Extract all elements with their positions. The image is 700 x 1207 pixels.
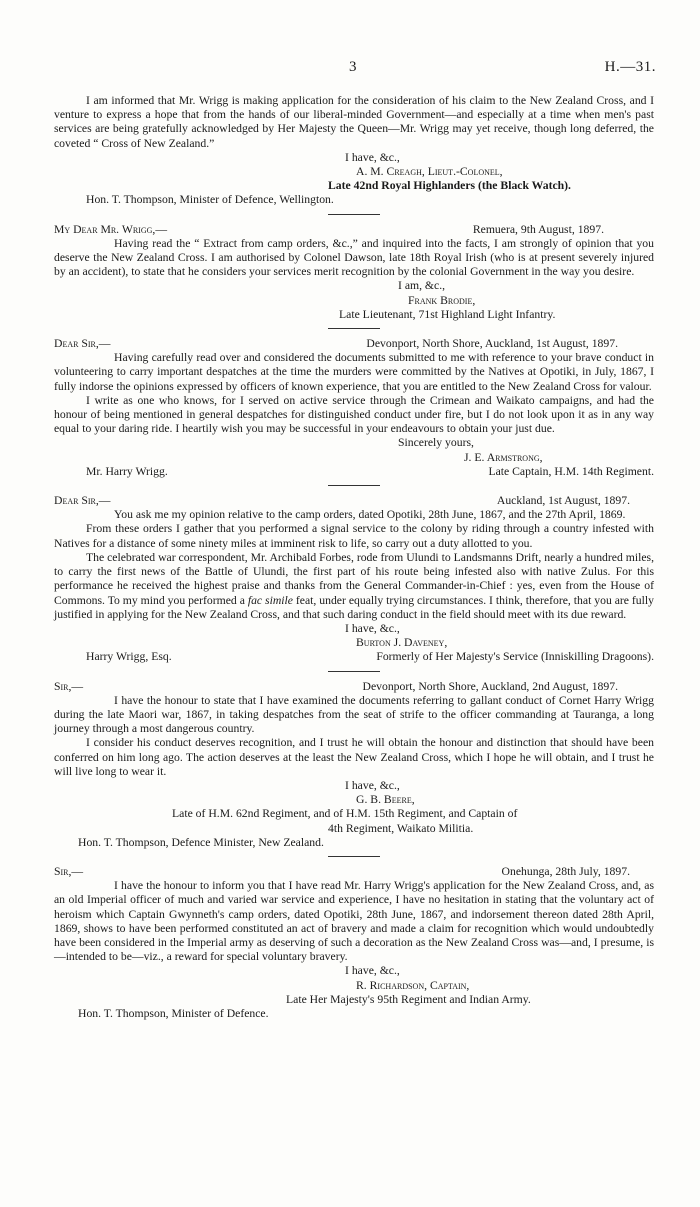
letter-footer xyxy=(54,465,654,479)
letter-place-date: Remuera, 9th August, 1897. xyxy=(472,222,604,236)
page-header xyxy=(0,60,700,78)
letter-paragraph: From these orders I gather that you performed a signal service to the colony by riding through a country infested with Natives for a distance of some ninety miles at imminent risk to life, so carry out a duty allotted to you. xyxy=(54,522,654,550)
letter-paragraph: I write as one who knows, for I served on active service through the Crimean and Waikato campaigns, and had the honour of being mentioned in general despatches for distinguished conduct under fire, but I do not look upon it as in any way equal to your daring ride. I heartily wish you may be successful in your endeavours to obtain your just due. xyxy=(54,393,654,436)
letter-brodie xyxy=(54,223,654,322)
letter-heading xyxy=(54,680,654,694)
letter-addressee: Harry Wrigg, Esq. xyxy=(86,650,172,664)
letter-paragraph xyxy=(54,551,654,622)
letter-beere xyxy=(54,680,654,850)
letter-signature: R. Richardson, Captain, xyxy=(356,978,470,992)
letter-signature: A. M. Creagh, Lieut.-Colonel, xyxy=(356,165,503,179)
letter-closing: Sincerely yours, xyxy=(398,436,474,450)
letter-separator xyxy=(328,856,380,857)
letter-place-date: Devonport, North Shore, Auckland, 2nd August, 1897. xyxy=(362,679,618,693)
paragraph-text: The celebrated war correspondent, Mr. Archibald Forbes, rode from Ulundi to Landsmanns Drift, nearly a hundred miles, to carry the first news of the Battle of Ulundi, the first part of his route being infested also with native Zulus. For this performance he received the highest praise and thanks from the General Commander-in-Chief : yes, even from the House of Commons. To my mind you performed a xyxy=(54,550,654,607)
italic-phrase: fac simile xyxy=(247,593,293,607)
letter-paragraph: Having carefully read over and considered the documents submitted to me with reference to your brave conduct in volunteering to carry important despatches at the time the murders were committed by the Natives at Opotiki, in July, 1867, I fully indorse the opinions expressed by officers of known experience, that you are entitled to the New Zealand Cross for valour. xyxy=(54,351,654,393)
letter-paragraph: I consider his conduct deserves recognition, and I trust he will obtain the honour and distinction that should have been conferred on him long ago. The action deserves at the least the New Zealand Cross, which I hope he will obtain, and I trust he will live long to wear it. xyxy=(54,736,654,778)
letter-addressee: Hon. T. Thompson, Minister of Defence. xyxy=(78,1006,269,1020)
letter-heading xyxy=(54,865,654,879)
letter-salutation: Sir,— xyxy=(54,679,84,693)
letter-place-date: Onehunga, 28th July, 1897. xyxy=(501,864,630,878)
letter-paragraph: I have the honour to inform you that I have read Mr. Harry Wrigg's application for the New Zealand Cross, and, as an old Imperial officer of much and varied war service and experience, I have no hesitation in stating that the voluntary act of heroism which Captain Gwynneth's camp orders, dated Opotiki, 28th June, 1867, and indorsement thereon dated 28th April, 1869, shows to have been performed constituted an act of bravery and made a claim for recognition which would undoubtedly have been considered in the Imperial army as deserving of such a decoration as the New Zealand Cross was—and, I presume, is—intended to be—viz., a reward for special voluntary bravery. xyxy=(54,879,654,964)
letter-separator xyxy=(328,671,380,672)
letter-place-date: Devonport, North Shore, Auckland, 1st August, 1897. xyxy=(366,337,618,351)
letter-closing: I am, &c., xyxy=(398,279,446,293)
signature-title: Late Captain, H.M. 14th Regiment. xyxy=(488,464,654,478)
letter-heading xyxy=(54,494,654,508)
letter-addressee: Mr. Harry Wrigg. xyxy=(86,464,168,478)
page-number: 3 xyxy=(349,59,357,75)
letter-salutation: Sir,— xyxy=(54,864,84,878)
letter-place-date: Auckland, 1st August, 1897. xyxy=(496,494,630,508)
document-reference: H.—31. xyxy=(604,59,656,75)
letter-addressee: Hon. T. Thompson, Minister of Defence, Wellington. xyxy=(86,193,334,207)
letter-separator xyxy=(328,328,380,329)
paragraph-text: feat, under equally trying circumstances. I think, therefore, that you are fully justified in applying for the New Zealand Cross, and that such daring conduct in the field should meet with its due reward. xyxy=(54,593,654,621)
letter-separator xyxy=(328,214,380,215)
letter-salutation: My Dear Mr. Wrigg,— xyxy=(54,222,168,236)
letter-paragraph: I have the honour to state that I have examined the documents referring to gallant conduct of Cornet Harry Wrigg during the late Maori war, 1867, in taking despatches from the seat of strife to the officer commanding at Tauranga, a long journey through a most dangerous country. xyxy=(54,693,654,736)
signature-title: Formerly of Her Majesty's Service (Inniskilling Dragoons). xyxy=(376,650,654,664)
letter-closing: I have, &c., xyxy=(345,150,400,164)
signature-title: Late Her Majesty's 95th Regiment and Indian Army. xyxy=(286,992,531,1006)
signature-title: Late 42nd Royal Highlanders (the Black Watch). xyxy=(328,179,571,193)
letter-closing: I have, &c., xyxy=(345,778,400,792)
letter-salutation: Dear Sir,— xyxy=(54,494,111,508)
letter-signature: Burton J. Daveney, xyxy=(356,636,448,650)
letter-footer xyxy=(54,650,654,664)
letter-heading xyxy=(54,337,654,351)
letter-closing: I have, &c., xyxy=(345,621,400,635)
letter-salutation: Dear Sir,— xyxy=(54,337,111,351)
letter-creagh xyxy=(54,94,654,208)
letter-separator xyxy=(328,485,380,486)
letter-signature: J. E. Armstrong, xyxy=(464,450,543,464)
letter-paragraph: You ask me my opinion relative to the camp orders, dated Opotiki, 28th June, 1867, and the 27th April, 1869. xyxy=(114,508,626,522)
letter-signature: G. B. Beere, xyxy=(356,793,415,807)
letter-addressee: Hon. T. Thompson, Defence Minister, New Zealand. xyxy=(78,835,324,849)
signature-title: Late Lieutenant, 71st Highland Light Infantry. xyxy=(339,307,556,321)
letter-paragraph: Having read the “ Extract from camp orders, &c.,” and inquired into the facts, I am strongly of opinion that you deserve the New Zealand Cross. I am authorised by Colonel Dawson, late 18th Royal Irish (who is at present severely injured by an accident), to state that he considers your services merit recognition by the colonial Government in the way you desire. xyxy=(54,236,654,279)
letter-signature: Frank Brodie, xyxy=(408,293,476,307)
signature-title-continued: 4th Regiment, Waikato Militia. xyxy=(328,821,474,835)
signature-title: Late of H.M. 62nd Regiment, and of H.M. 15th Regiment, and Captain of xyxy=(172,807,518,821)
letter-armstrong xyxy=(54,337,654,479)
letter-daveney xyxy=(54,494,654,664)
letters-body xyxy=(54,94,654,1021)
letter-heading xyxy=(54,223,654,237)
letter-paragraph: I am informed that Mr. Wrigg is making application for the consideration of his claim to the New Zealand Cross, and I venture to express a hope that from the hands of our liberal-minded Government—and especially at a time when men's past services are being gratefully acknowledged by Her Majesty the Queen—Mr. Wrigg may yet receive, though long deferred, the coveted “ Cross of New Zealand.” xyxy=(54,94,654,150)
letter-closing: I have, &c., xyxy=(345,964,400,978)
letter-richardson xyxy=(54,865,654,1021)
